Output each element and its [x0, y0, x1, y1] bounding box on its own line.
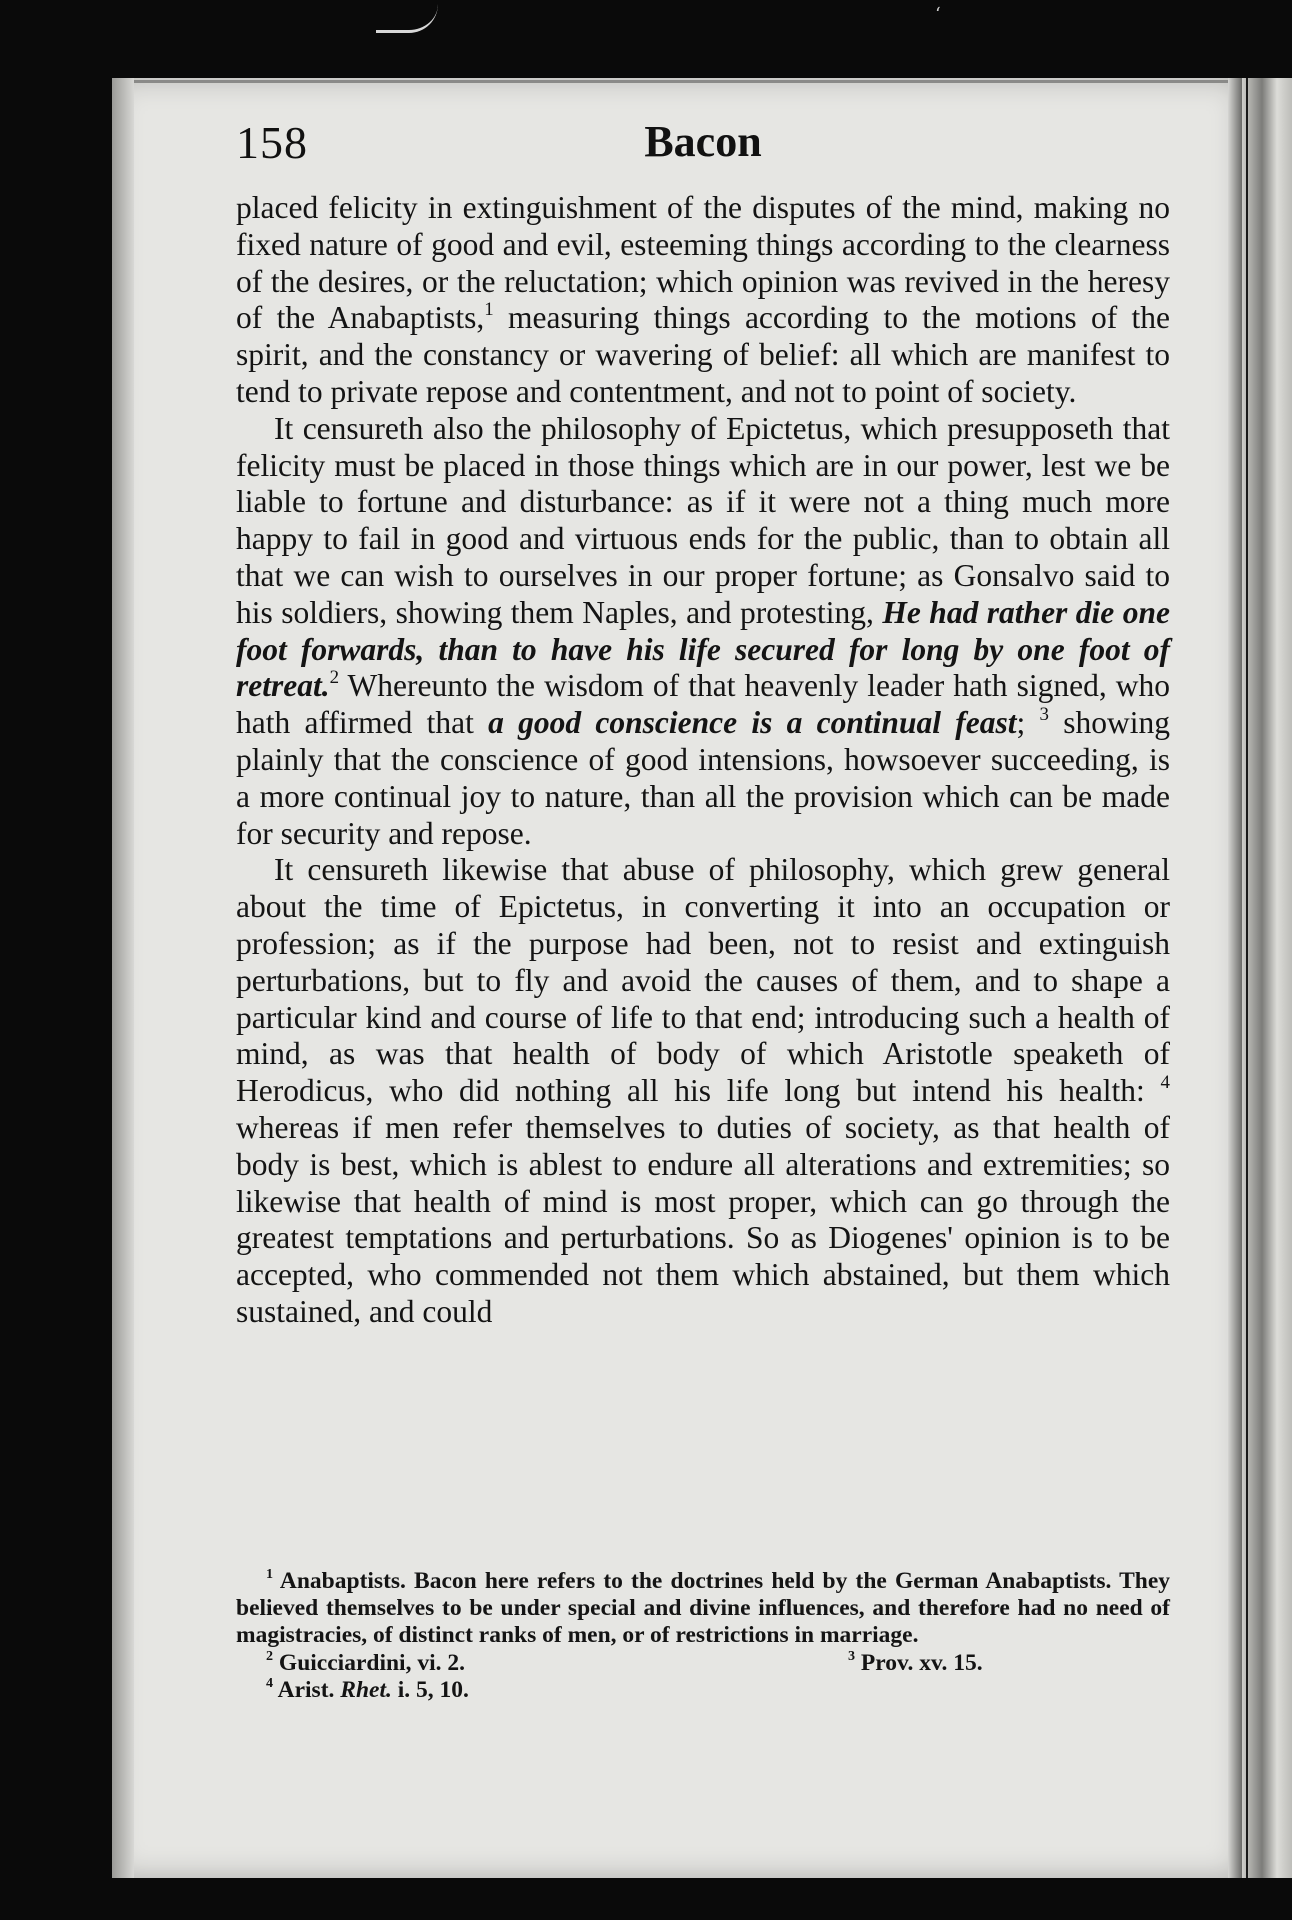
- footnote-ref: 4: [1160, 1071, 1170, 1093]
- footnote-3: $^3$ Prov. xv. 15.: [848, 1647, 983, 1676]
- page-header: [236, 116, 1170, 176]
- paragraph: It censureth also the philosophy of Epictetus, which presupposeth that felicity must be placed in those things which are in our power, lest we be liable to fortune and disturbance: as if it were not a thing much more happy to fail in good and virtuous ends for the public, than to obtain all that we can wish to ourselves in our proper fortune; as Gonsalvo said to his soldiers, showing them Naples, and protesting, He had rather die one foot forwards, than to have his life secured for long by one foot of retreat.$^2$ Whereunto the wisdom of that heavenly leader hath signed, who hath affirmed that a good conscience is a continual feast; $^3$ showing plainly that the conscience of good intensions, howsoever succeeding, is a more continual joy to nature, than all the provision which can be made for security and repose.: [236, 410, 1170, 851]
- page-number: 158: [236, 117, 308, 168]
- italic-quote: He had rather die one foot forwards, than to have his life secured for long by one foot of retreat.: [236, 594, 1170, 704]
- footnote-ref: 3: [1039, 703, 1049, 725]
- body-text: [236, 190, 1170, 1331]
- paragraph: placed felicity in extinguishment of the disputes of the mind, making no fixed nature of good and evil, esteeming things according to the clearness of the desires, or the reluctation; which opinion was revived in the heresy of the Anabaptists,$^1$ measuring things according to the motions of the spirit, and the constancy or wavering of belief: all which are manifest to tend to private repose and contentment, and not to point of society.: [236, 190, 1171, 409]
- running-head: Bacon: [644, 117, 762, 166]
- footnotes: [236, 1568, 1170, 1704]
- footnote-1: $^1$ Anabaptists. Bacon here refers to the doctrines held by the German Anabaptists. They believed themselves to be under special and divine influences, and therefore had no need of magistracies, of distinct ranks of men, or of restrictions in marriage.: [236, 1566, 1170, 1649]
- page-gutter-left: [112, 78, 134, 1878]
- scan-mark: [376, 4, 438, 33]
- footnote-ref: 1: [484, 299, 494, 321]
- footnote-ref: 2: [329, 667, 340, 689]
- paragraph: It censureth likewise that abuse of philosophy, which grew general about the time of Epictetus, in converting it into an occupation or profession; as if the purpose had been, not to resist and extinguish perturbations, but to fly and avoid the causes of them, and to shape a particular kind and course of life to that end; introducing such a health of mind, as was that health of body of which Aristotle speaketh of Herodicus, who did nothing all his life long but intend his health: $^4$ whereas if men refer themselves to duties of society, as that health of body is best, which is ablest to endure all alterations and extremities; so likewise that health of mind is most proper, which can go through the greatest temptations and perturbations. So as Diogenes' opinion is to be accepted, who commended not them which abstained, but them which sustained, and could: [236, 852, 1170, 1329]
- footnote-row: [236, 1647, 1170, 1677]
- footnote-4: $^4$ Arist. Rhet. i. 5, 10.: [266, 1674, 469, 1703]
- footnote-2: $^2$ Guicciardini, vi. 2.: [266, 1647, 465, 1676]
- scan-mark: ‘: [935, 4, 941, 25]
- italic-quote: a good conscience is a continual feast: [488, 705, 1017, 741]
- page-top-edge: [122, 80, 1232, 83]
- facing-page-edge: [1242, 78, 1292, 1878]
- footnote-row: [236, 1674, 1170, 1704]
- page-edge-right: [1228, 78, 1242, 1878]
